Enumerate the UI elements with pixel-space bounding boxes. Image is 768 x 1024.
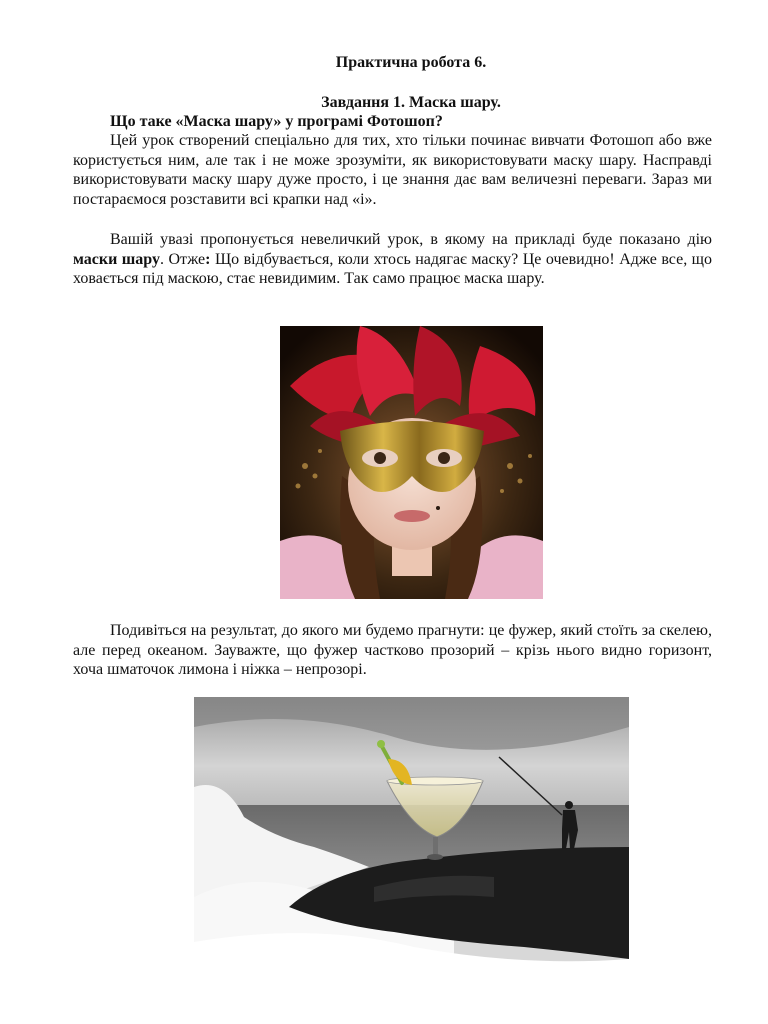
lesson-colon: : (205, 250, 211, 268)
task-title: Завдання 1. Маска шару. (321, 94, 501, 111)
lesson-text-3: Що відбувається, коли хтось надягає маску? Це очевидно! Адже все, що ховається під маскою, стає невидимим. Так само працює маска шару. (73, 250, 712, 287)
lesson-text-2: . Отже (160, 250, 206, 268)
result-paragraph: Подивіться на результат, до якого ми будемо прагнути: це фужер, який стоїть за скелею, але перед океаном. Зауважте, що фужер частково прозорий – крізь нього видно горизонт, хоча шматочок лимона і ніжка – непрозорі. (73, 622, 712, 678)
masked-girl-photo (280, 326, 543, 599)
cocktail-rock-photo (194, 697, 629, 972)
lesson-paragraph (73, 230, 712, 289)
intro-paragraph: Цей урок створений спеціально для тих, хто тільки починає вивчати Фотошоп або вже користується ним, але так і не може зрозуміти, як використовувати маску шару. Насправді використовувати маску шару дуже просто, і це знання дає вам величезні переваги. Зараз ми постараємося розставити всі крапки над «і». (73, 132, 712, 208)
layer-mask-term: маски шару (73, 250, 160, 268)
question-heading: Що таке «Маска шару» у програмі Фотошоп? (110, 113, 443, 130)
lesson-text-1: Вашій увазі пропонується невеличкий урок, в якому на прикладі буде показано дію (110, 231, 712, 248)
page-title: Практична робота 6. (335, 54, 487, 71)
